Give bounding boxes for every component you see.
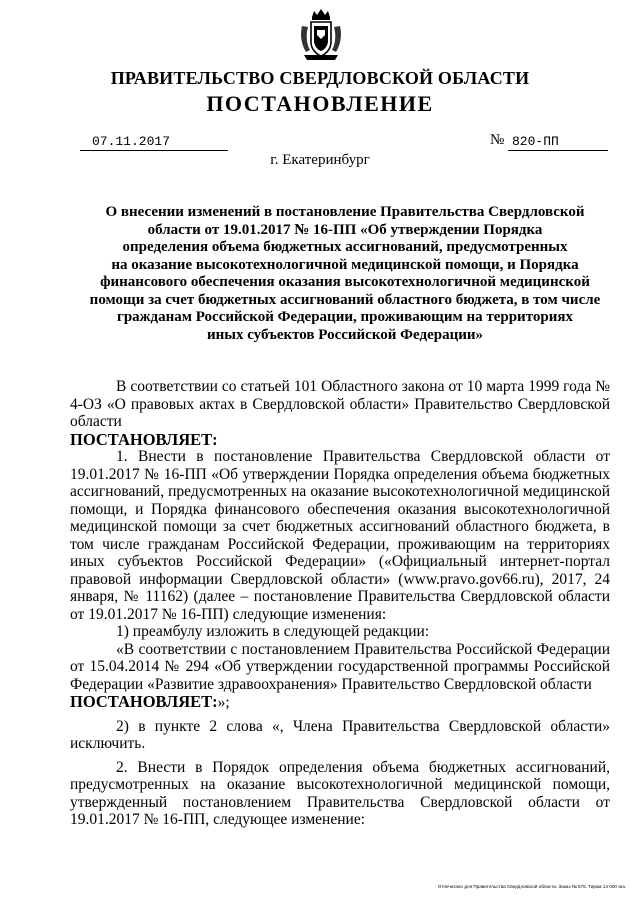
title-line: на оказание высокотехнологичной медицинской помощи, и Порядка [111,256,579,273]
print-footer: Отпечатано для Правительства Свердловской области. Заказ № 575. Тираж 14 000 экз. [437,884,626,889]
quote-decree-line [70,693,610,712]
document-title [80,204,610,344]
quote-end: »; [217,694,230,711]
number-underline [508,150,608,151]
sub-item-1-paragraph: 1) преамбулу изложить в следующей редакции: [116,623,430,640]
sub-item-2-paragraph: 2) в пункте 2 слова «, Члена Правительства Свердловской области» исключить. [70,717,610,752]
decree-word: ПОСТАНОВЛЯЕТ: [70,429,218,449]
preamble-paragraph: В соответствии со статьей 101 Областного закона от 10 марта 1999 года № 4-ОЗ «О правовых актах в Свердловской области» Правительство Свердловской области [70,378,610,430]
number-sign: № [490,132,505,148]
city: г. Екатеринбург [270,152,370,168]
title-line: гражданам Российской Федерации, проживающим на территориях [117,309,573,325]
title-line: финансового обеспечения оказания высокотехнологичной медицинской [100,274,590,290]
document-number: 820-ПП [512,134,559,149]
quote-decree-word: ПОСТАНОВЛЯЕТ: [70,692,218,711]
preamble-quote-paragraph: «В соответствии с постановлением Правительства Российской Федерации от 15.04.2014 № 294 «Об утверждении государственной программы Российской Федерации «Развитие здравоохранения» Правительство Свердловской области [70,640,610,693]
item-2-paragraph: 2. Внести в Порядок определения объема бюджетных ассигнований, предусмотренных на оказание высокотехнологичной медицинской помощи, утвержденный постановлением Правительства Свердловской области от 19.01.2017 № 16-ПП, следующее изменение: [70,758,610,828]
title-line: О внесении изменений в постановление Правительства Свердловской [105,204,585,220]
coat-of-arms-icon [298,8,344,62]
document-type: ПОСТАНОВЛЕНИЕ [206,91,434,116]
document-date: 07.11.2017 [92,134,171,149]
title-line: иных субъектов Российской Федерации» [206,326,484,343]
title-line: определения объема бюджетных ассигнований, предусмотренных [122,239,568,255]
document-body [70,378,610,829]
date-underline [80,150,228,151]
title-line: помощи за счет бюджетных ассигнований областного бюджета, в том числе [89,291,601,308]
government-name: ПРАВИТЕЛЬСТВО СВЕРДЛОВСКОЙ ОБЛАСТИ [110,68,530,88]
item-1-paragraph: 1. Внести в постановление Правительства Свердловской области от 19.01.2017 № 16-ПП «Об утверждении Порядка определения объема бюджетных ассигнований, предусмотренных на оказание высокотехнологичной медицинской помощи, и Порядка финансового обеспечения оказания высокотехнологичной медицинской помощи за счет бюджетных ассигнований областного бюджета, в том числе гражданам Российской Федерации, проживающим на территориях иных субъектов Российской Федерации» («Официальный интернет-портал правовой информации Свердловской области» (www.pravo.gov66.ru), 2017, 24 января, № 11162) (далее – постановление Правительства Свердловской области от 19.01.2017 № 16-ПП) следующие изменения: [70,448,610,623]
title-line: области от 19.01.2017 № 16-ПП «Об утверждении Порядка [147,221,543,238]
